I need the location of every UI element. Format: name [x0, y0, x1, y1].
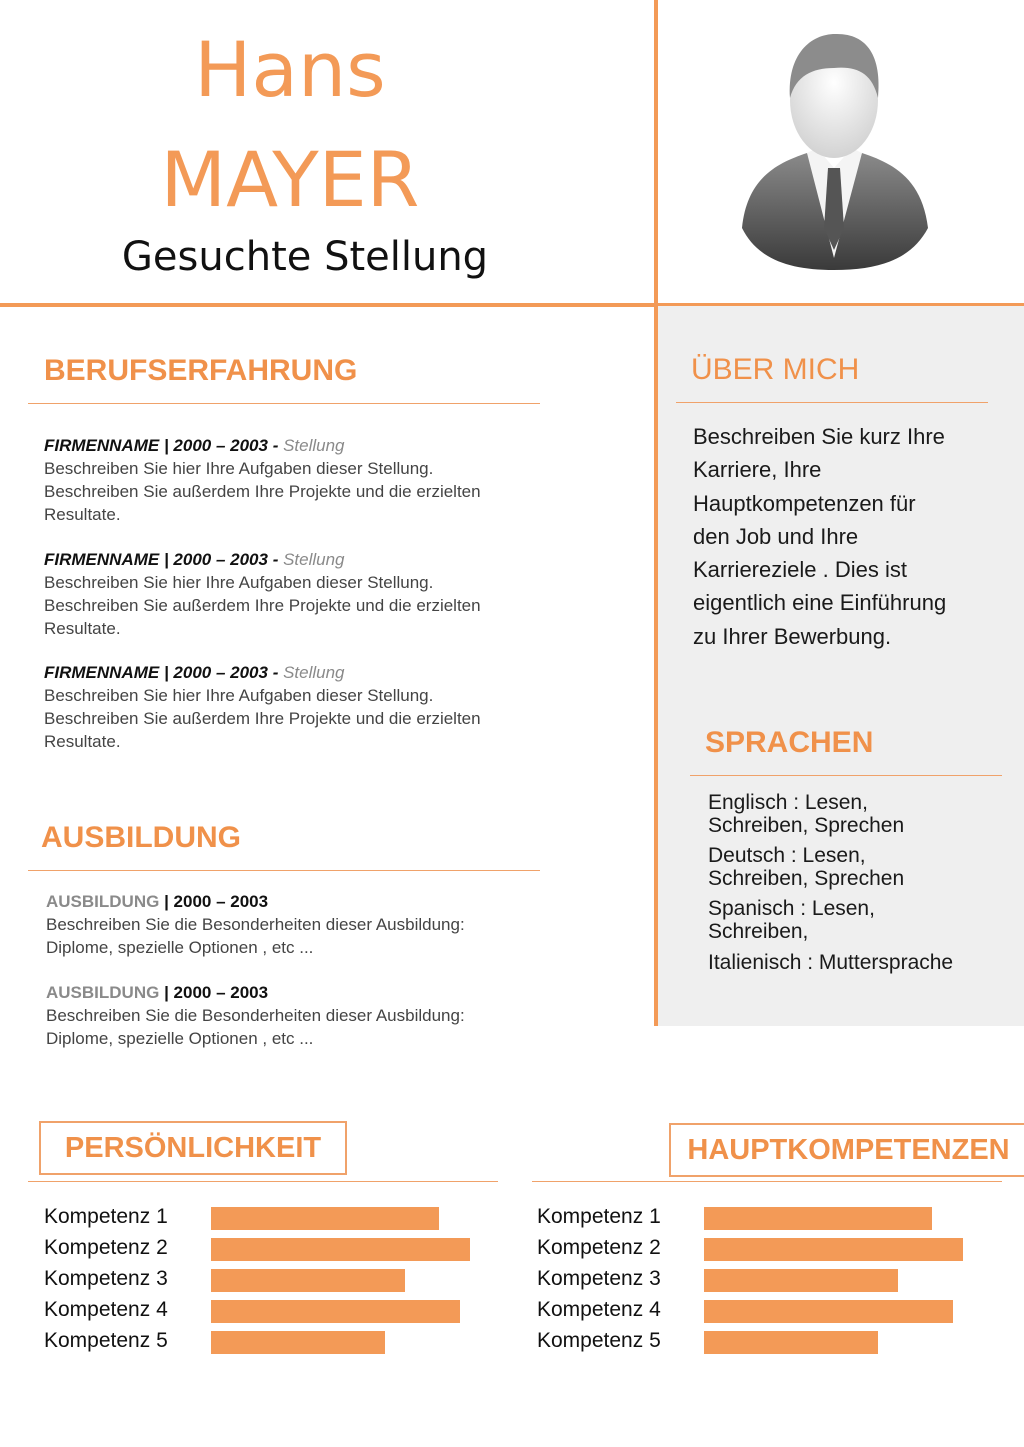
- language-line: Deutsch : Lesen,: [708, 844, 866, 867]
- job-title: Gesuchte Stellung: [121, 234, 489, 280]
- about-line: den Job und Ihre: [693, 523, 859, 549]
- skill-level-bar: [704, 1207, 932, 1230]
- language-item: [708, 897, 998, 943]
- about-underline: [676, 402, 988, 403]
- skill-label: Kompetenz 4: [537, 1298, 661, 1321]
- separator: |: [159, 436, 174, 455]
- education-underline: [28, 870, 540, 871]
- role: Stellung: [283, 436, 345, 455]
- skill-label: Kompetenz 3: [44, 1267, 168, 1290]
- skill-label: Kompetenz 2: [537, 1236, 661, 1259]
- core-skills-title: HAUPTKOMPETENZEN: [669, 1123, 1024, 1177]
- description-line: Beschreiben Sie hier Ihre Aufgaben dieser Stellung.: [44, 459, 434, 478]
- description-line: Resultate.: [44, 732, 121, 751]
- description-line: Beschreiben Sie außerdem Ihre Projekte und die erzielten: [44, 709, 481, 728]
- language-line: Englisch : Lesen,: [708, 791, 868, 814]
- education-label: AUSBILDUNG: [46, 983, 160, 1002]
- about-line: Karriereziele . Dies ist: [693, 557, 907, 583]
- language-line: Schreiben, Sprechen: [708, 867, 905, 890]
- dash: -: [267, 436, 284, 455]
- first-name: Hans: [194, 25, 386, 114]
- separator: |: [159, 892, 174, 911]
- years: 2000 – 2003: [173, 663, 268, 682]
- about-text: [693, 420, 993, 653]
- experience-entry: [44, 661, 544, 753]
- skill-level-bar: [211, 1207, 439, 1230]
- description-line: Diplome, spezielle Optionen , etc ...: [46, 938, 314, 957]
- years: 2000 – 2003: [173, 436, 268, 455]
- dash: -: [267, 550, 284, 569]
- skill-level-bar: [704, 1300, 953, 1323]
- skill-level-bar: [704, 1269, 898, 1292]
- language-item: [708, 951, 998, 974]
- about-line: eigentlich eine Einführung: [693, 590, 947, 616]
- about-line: zu Ihrer Bewerbung.: [693, 623, 892, 649]
- education-title: AUSBILDUNG: [41, 821, 241, 854]
- separator: |: [159, 663, 174, 682]
- description-line: Diplome, spezielle Optionen , etc ...: [46, 1029, 314, 1048]
- description-line: Resultate.: [44, 505, 121, 524]
- role: Stellung: [283, 663, 345, 682]
- description-line: Beschreiben Sie außerdem Ihre Projekte und die erzielten: [44, 482, 481, 501]
- description-line: Beschreiben Sie die Besonderheiten dieser Ausbildung:: [46, 915, 465, 934]
- about-line: Karriere, Ihre: [693, 457, 822, 483]
- languages-underline: [690, 775, 1002, 776]
- personality-title: PERSÖNLICHKEIT: [39, 1121, 347, 1175]
- experience-underline: [28, 403, 540, 404]
- header-vertical-divider: [654, 0, 658, 306]
- description-line: Beschreiben Sie die Besonderheiten dieser Ausbildung:: [46, 1006, 465, 1025]
- skill-label: Kompetenz 1: [44, 1205, 168, 1228]
- language-line: Spanisch : Lesen,: [708, 897, 875, 920]
- years: 2000 – 2003: [173, 892, 269, 911]
- skill-level-bar: [211, 1269, 405, 1292]
- description-line: Beschreiben Sie hier Ihre Aufgaben dieser Stellung.: [44, 686, 434, 705]
- role: Stellung: [283, 550, 345, 569]
- skill-label: Kompetenz 3: [537, 1267, 661, 1290]
- separator: |: [159, 550, 174, 569]
- education-label: AUSBILDUNG: [46, 892, 160, 911]
- person-silhouette-icon: [732, 28, 937, 273]
- experience-entry: [44, 548, 544, 640]
- last-name: MAYER: [160, 135, 420, 224]
- company-name: FIRMENNAME: [44, 663, 160, 682]
- language-item: [708, 791, 998, 837]
- about-line: Beschreiben Sie kurz Ihre: [693, 424, 945, 449]
- language-line: Italienisch : Muttersprache: [708, 951, 954, 974]
- experience-title: BERUFSERFAHRUNG: [44, 354, 358, 387]
- sidebar-vertical-divider: [654, 306, 658, 1026]
- education-entry: [46, 981, 546, 1050]
- core-skills-underline: [532, 1181, 1002, 1182]
- skill-level-bar: [211, 1300, 460, 1323]
- company-name: FIRMENNAME: [44, 550, 160, 569]
- years: 2000 – 2003: [173, 983, 269, 1002]
- skill-label: Kompetenz 4: [44, 1298, 168, 1321]
- skill-level-bar: [211, 1331, 385, 1354]
- language-item: [708, 844, 998, 890]
- personality-underline: [28, 1181, 498, 1182]
- skill-label: Kompetenz 5: [44, 1329, 168, 1352]
- skill-label: Kompetenz 1: [537, 1205, 661, 1228]
- skill-level-bar: [704, 1238, 963, 1261]
- about-title: ÜBER MICH: [691, 353, 860, 386]
- description-line: Beschreiben Sie hier Ihre Aufgaben dieser Stellung.: [44, 573, 434, 592]
- languages-title: SPRACHEN: [705, 726, 874, 759]
- language-line: Schreiben,: [708, 920, 809, 943]
- description-line: Resultate.: [44, 619, 121, 638]
- skill-label: Kompetenz 2: [44, 1236, 168, 1259]
- years: 2000 – 2003: [173, 550, 268, 569]
- language-line: Schreiben, Sprechen: [708, 814, 905, 837]
- about-line: Hauptkompetenzen für: [693, 490, 916, 516]
- education-entry: [46, 890, 546, 959]
- skill-level-bar: [211, 1238, 470, 1261]
- company-name: FIRMENNAME: [44, 436, 160, 455]
- skill-level-bar: [704, 1331, 878, 1354]
- separator: |: [159, 983, 174, 1002]
- dash: -: [267, 663, 284, 682]
- experience-entry: [44, 434, 544, 526]
- description-line: Beschreiben Sie außerdem Ihre Projekte und die erzielten: [44, 596, 481, 615]
- skill-label: Kompetenz 5: [537, 1329, 661, 1352]
